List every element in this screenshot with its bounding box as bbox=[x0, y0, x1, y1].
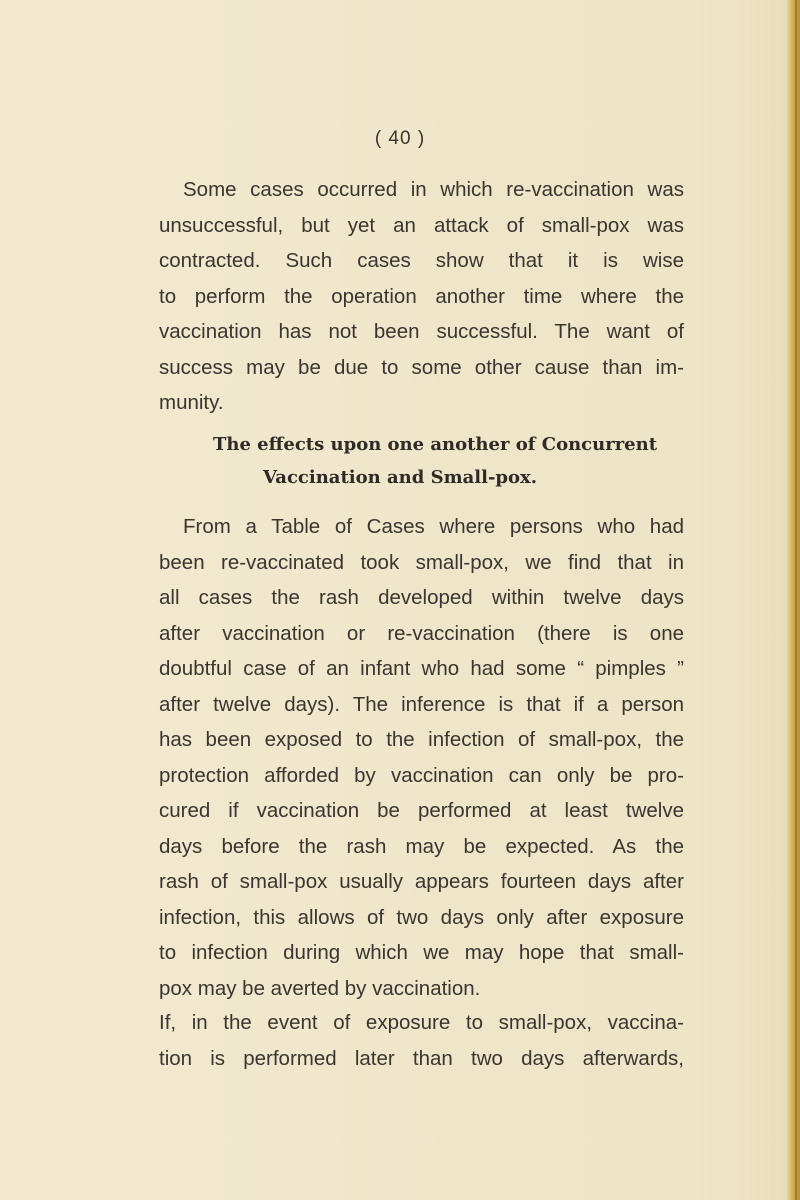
text-line: after vaccination or re-vaccination (there is one bbox=[159, 621, 684, 645]
text-line: days before the rash may be expected. As the bbox=[159, 834, 684, 858]
text-line: doubtful case of an infant who had some “ pimples ” bbox=[159, 657, 684, 680]
text-line: protection afforded by vaccination can only be pro- bbox=[159, 763, 684, 787]
text-line: rash of small-pox usually appears fourteen days after bbox=[159, 870, 684, 893]
text-line: infection, this allows of two days only after exposure bbox=[159, 905, 684, 929]
text-line: contracted. Such cases show that it is wise bbox=[159, 249, 684, 272]
text-line: Some cases occurred in which re-vaccination was bbox=[183, 178, 684, 201]
text-line: has been exposed to the infection of small-pox, the bbox=[159, 728, 684, 751]
text-line: unsuccessful, but yet an attack of small-pox was bbox=[159, 213, 684, 237]
text-line: munity. bbox=[159, 391, 224, 414]
text-line: to infection during which we may hope that small- bbox=[159, 941, 684, 964]
paragraph-1 bbox=[159, 172, 684, 421]
paragraph-3 bbox=[159, 1005, 684, 1076]
text-line: If, in the event of exposure to small-pox, vaccina- bbox=[159, 1011, 684, 1034]
heading-line-2: Vaccination and Small-pox. bbox=[262, 467, 538, 488]
text-line: cured if vaccination be performed at least twelve bbox=[159, 799, 684, 822]
text-line: to perform the operation another time where the bbox=[159, 284, 684, 308]
paragraph-2 bbox=[159, 509, 684, 1006]
heading-line-1: The effects upon one another of Concurrent bbox=[212, 434, 658, 455]
page-number: ( 40 ) bbox=[374, 128, 426, 149]
text-line: success may be due to some other cause than im- bbox=[159, 355, 684, 379]
page-edge-line bbox=[795, 0, 797, 1200]
text-line: pox may be averted by vaccination. bbox=[159, 976, 481, 1000]
text-line: From a Table of Cases where persons who had bbox=[183, 515, 684, 538]
page-edge-shadow bbox=[786, 0, 800, 1200]
text-line: all cases the rash developed within twelve days bbox=[159, 586, 684, 609]
section-heading bbox=[0, 428, 800, 494]
text-line: been re-vaccinated took small-pox, we find that in bbox=[159, 550, 684, 574]
text-line: tion is performed later than two days afterwards, bbox=[159, 1046, 684, 1070]
text-line: vaccination has not been successful. The want of bbox=[159, 320, 684, 343]
text-line: after twelve days). The inference is that if a person bbox=[159, 692, 684, 716]
